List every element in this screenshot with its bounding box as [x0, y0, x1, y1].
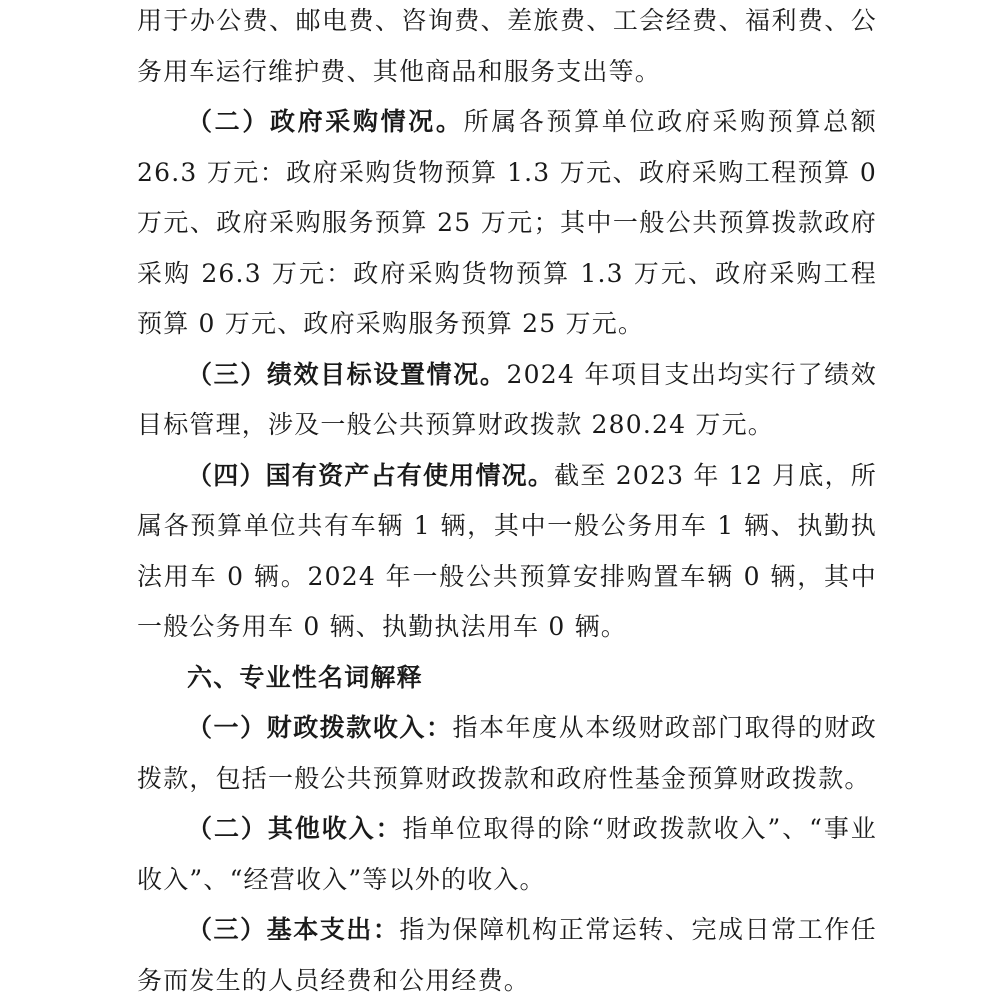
section-heading: 六、专业性名词解释	[187, 662, 423, 692]
paragraph-lead: （二）政府采购情况。	[187, 107, 464, 136]
paragraph-expense-items	[137, 0, 877, 97]
paragraph-text: 截至 2023 年 12 月底，所属各预算单位共有车辆 1 辆，其中一般公务用车 1 辆、执勤执法用车 0 辆。2024 年一般公共预算安排购置车辆 0 辆，其中一般公务用车 0 辆、执勤执法用车 0 辆。	[137, 460, 877, 641]
definition-term: （一）财政拨款收入：	[187, 713, 453, 742]
definition-basic-expenditure	[137, 905, 877, 1006]
definition-term: （三）基本支出：	[187, 915, 400, 944]
definition-text: 指为保障机构正常运转、完成日常工作任务而发生的人员经费和公用经费。	[137, 915, 877, 995]
paragraph-text: 2024 年项目支出均实行了绩效目标管理，涉及一般公共预算财政拨款 280.24 万元。	[137, 359, 877, 439]
paragraph-government-procurement	[137, 97, 877, 350]
paragraph-lead: （四）国有资产占有使用情况。	[187, 460, 555, 490]
definition-fiscal-appropriation-income	[137, 703, 877, 804]
definition-text: 指本年度从本级财政部门取得的财政拨款，包括一般公共预算财政拨款和政府性基金预算财政拨款。	[137, 713, 877, 793]
paragraph-lead: （三）绩效目标设置情况。	[187, 359, 507, 389]
document-page	[137, 0, 877, 1006]
definition-text: 指单位取得的除“财政拨款收入”、“事业收入”、“经营收入”等以外的收入。	[137, 814, 877, 894]
paragraph-text: 用于办公费、邮电费、咨询费、差旅费、工会经费、福利费、公务用车运行维护费、其他商品和服务支出等。	[137, 6, 877, 86]
paragraph-performance-targets	[137, 350, 877, 451]
definition-term: （二）其他收入：	[187, 814, 403, 843]
definition-other-income	[137, 804, 877, 905]
paragraph-text: 所属各预算单位政府采购预算总额 26.3 万元：政府采购货物预算 1.3 万元、政府采购工程预算 0 万元、政府采购服务预算 25 万元；其中一般公共预算拨款政府采购 26.3 万元：政府采购货物预算 1.3 万元、政府采购工程预算 0 万元、政府采购服务预算 25 万元。	[137, 107, 877, 338]
paragraph-state-assets	[137, 451, 877, 653]
